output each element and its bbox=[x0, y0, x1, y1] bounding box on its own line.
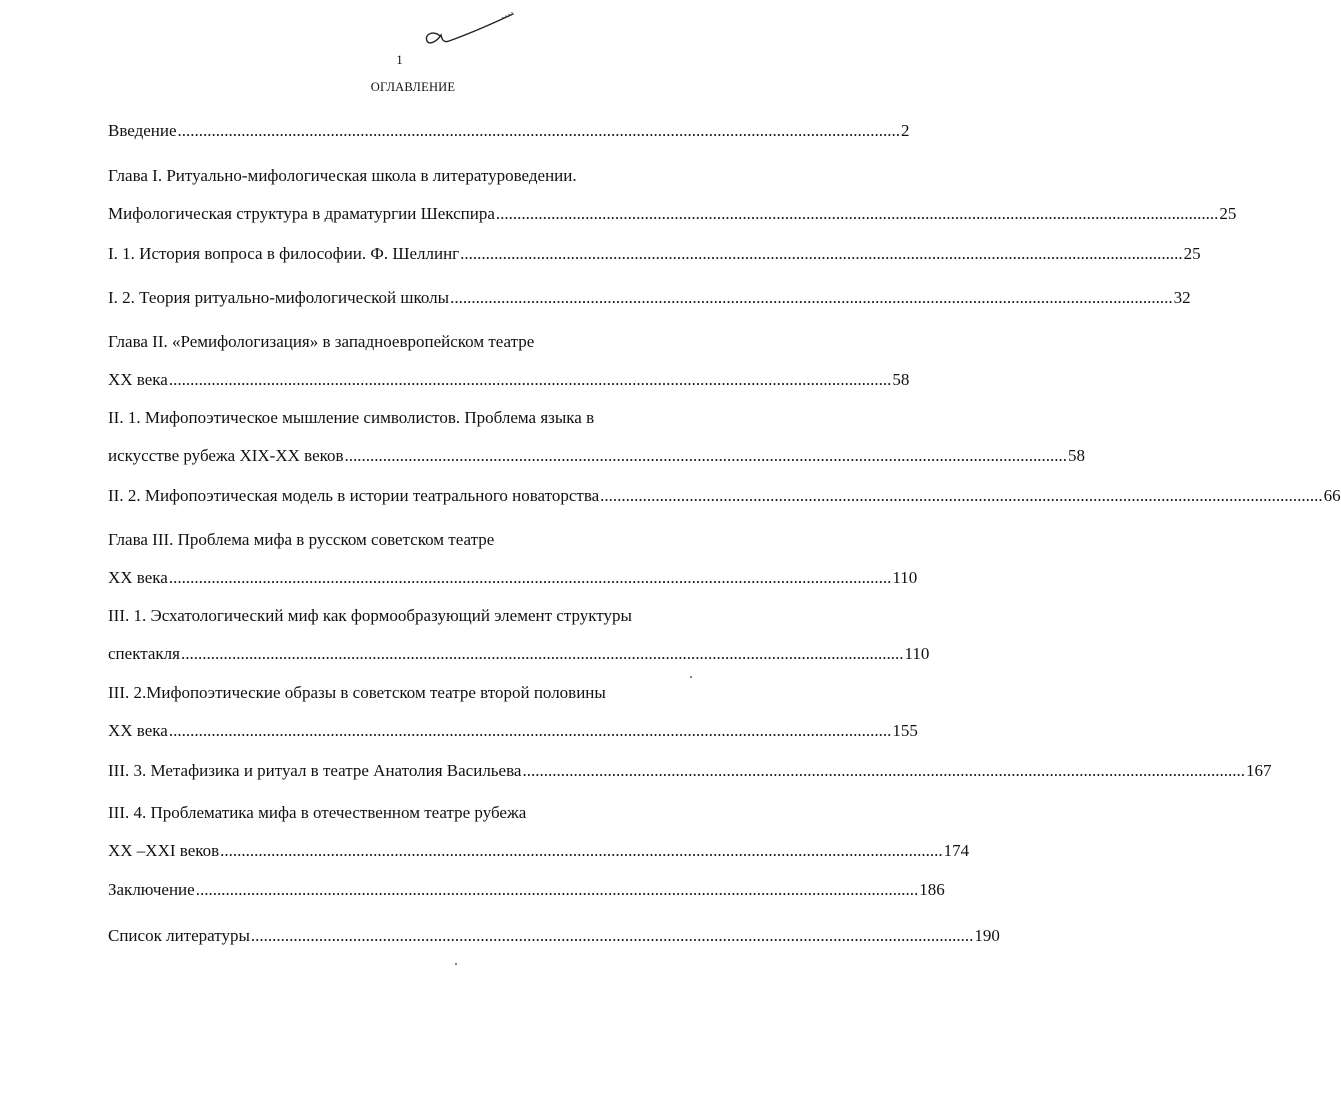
toc-page-number: 190 bbox=[974, 926, 1000, 945]
toc-entry-title: Введение bbox=[108, 121, 177, 140]
toc-entry-title: III. 2.Мифопоэтические образы в советском театре второй половины bbox=[108, 683, 606, 702]
toc-entry-section-1-2 bbox=[108, 288, 1191, 308]
page-title: ОГЛАВЛЕНИЕ bbox=[370, 80, 456, 94]
toc-entry-title: II. 2. Мифопоэтическая модель в истории театрального новаторства bbox=[108, 486, 600, 505]
leader-dots: .......................................................................................................................................................................... bbox=[177, 121, 901, 140]
leader-dots: .......................................................................................................................................................................... bbox=[600, 486, 1323, 505]
toc-page-number: 58 bbox=[892, 370, 910, 389]
toc-page-number: 174 bbox=[943, 841, 970, 860]
leader-dots: .......................................................................................................................................................................... bbox=[195, 880, 919, 899]
leader-dots: .......................................................................................................................................................................... bbox=[168, 568, 892, 587]
toc-entry-title-continued: XX века bbox=[108, 568, 168, 587]
toc-entry-line bbox=[108, 841, 970, 861]
toc-entry-line bbox=[108, 644, 930, 664]
toc-entry-title: Глава II. «Ремифологизация» в западноевропейском театре bbox=[108, 332, 535, 351]
toc-entry-line bbox=[108, 288, 1191, 308]
toc-entry-title: Глава III. Проблема мифа в русском советском театре bbox=[108, 530, 495, 549]
toc-entry-line bbox=[108, 204, 1237, 224]
leader-dots: .......................................................................................................................................................................... bbox=[522, 761, 1245, 780]
toc-entry-section-2-2 bbox=[108, 486, 1341, 506]
toc-entry-title-continued: XX века bbox=[108, 370, 168, 389]
scan-speck bbox=[690, 676, 692, 678]
toc-entry-introduction bbox=[108, 121, 910, 141]
toc-page-number: 25 bbox=[1183, 244, 1201, 263]
toc-entry-section-3-4 bbox=[108, 803, 970, 861]
leader-dots: .......................................................................................................................................................................... bbox=[180, 644, 904, 663]
toc-page-number: 58 bbox=[1068, 446, 1086, 465]
toc-entry-title: II. 1. Мифопоэтическое мышление символистов. Проблема языка в bbox=[108, 408, 595, 427]
page-number: 1 bbox=[396, 52, 403, 67]
toc-page-number: 2 bbox=[901, 121, 910, 140]
signature-mark bbox=[418, 8, 518, 48]
leader-dots: .......................................................................................................................................................................... bbox=[344, 446, 1068, 465]
toc-page-number: 66 bbox=[1323, 486, 1341, 505]
toc-entry-conclusion bbox=[108, 880, 945, 900]
toc-page-number: 110 bbox=[904, 644, 930, 663]
toc-entry-title: I. 1. История вопроса в философии. Ф. Шеллинг bbox=[108, 244, 460, 263]
toc-entry-section-3-2 bbox=[108, 683, 918, 741]
toc-page-number: 32 bbox=[1173, 288, 1191, 307]
toc-entry-line bbox=[108, 370, 910, 390]
toc-entry-title: III. 1. Эсхатологический миф как формообразующий элемент структуры bbox=[108, 606, 632, 625]
leader-dots: .......................................................................................................................................................................... bbox=[168, 721, 892, 740]
toc-entry-title: Глава I. Ритуально-мифологическая школа в литературоведении. bbox=[108, 166, 577, 185]
toc-entry-line bbox=[108, 761, 1272, 781]
toc-page-number: 167 bbox=[1245, 761, 1272, 780]
toc-entry-title-continued: XX –XXI веков bbox=[108, 841, 220, 860]
toc-entry-line bbox=[108, 721, 918, 741]
toc-entry-title: Заключение bbox=[108, 880, 195, 899]
toc-entry-section-2-1 bbox=[108, 408, 1086, 466]
leader-dots: .......................................................................................................................................................................... bbox=[495, 204, 1219, 223]
toc-page-number: 155 bbox=[892, 721, 918, 740]
toc-entry-section-3-3 bbox=[108, 761, 1272, 781]
toc-page-number: 110 bbox=[892, 568, 918, 587]
toc-entry-title: Список литературы bbox=[108, 926, 250, 945]
toc-entry-line bbox=[108, 926, 1000, 946]
leader-dots: .......................................................................................................................................................................... bbox=[250, 926, 974, 945]
toc-entry-title-continued: Мифологическая структура в драматургии Шекспира bbox=[108, 204, 495, 223]
leader-dots: .......................................................................................................................................................................... bbox=[168, 370, 892, 389]
toc-page-number: 25 bbox=[1219, 204, 1237, 223]
toc-entry-line bbox=[108, 568, 918, 588]
toc-entry-title-continued: XX века bbox=[108, 721, 168, 740]
toc-entry-line bbox=[108, 121, 910, 141]
leader-dots: .......................................................................................................................................................................... bbox=[220, 841, 943, 860]
toc-entry-title: III. 4. Проблематика мифа в отечественном театре рубежа bbox=[108, 803, 527, 822]
toc-entry-chapter-3 bbox=[108, 530, 918, 588]
toc-entry-title-continued: искусстве рубежа XIX-XX веков bbox=[108, 446, 344, 465]
toc-entry-chapter-2 bbox=[108, 332, 910, 390]
toc-page-number: 186 bbox=[919, 880, 945, 899]
toc-entry-line bbox=[108, 244, 1201, 264]
toc-entry-line bbox=[108, 446, 1086, 466]
toc-entry-title: III. 3. Метафизика и ритуал в театре Анатолия Васильева bbox=[108, 761, 522, 780]
leader-dots: .......................................................................................................................................................................... bbox=[460, 244, 1183, 263]
toc-entry-section-3-1 bbox=[108, 606, 930, 664]
toc-entry-section-1-1 bbox=[108, 244, 1201, 264]
toc-entry-title: I. 2. Теория ритуально-мифологической школы bbox=[108, 288, 450, 307]
toc-entry-bibliography bbox=[108, 926, 1000, 946]
toc-entry-line bbox=[108, 880, 945, 900]
toc-entry-line bbox=[108, 486, 1341, 506]
scan-speck bbox=[455, 963, 457, 965]
leader-dots: .......................................................................................................................................................................... bbox=[450, 288, 1173, 307]
toc-entry-chapter-1 bbox=[108, 166, 1237, 224]
toc-entry-title-continued: спектакля bbox=[108, 644, 180, 663]
